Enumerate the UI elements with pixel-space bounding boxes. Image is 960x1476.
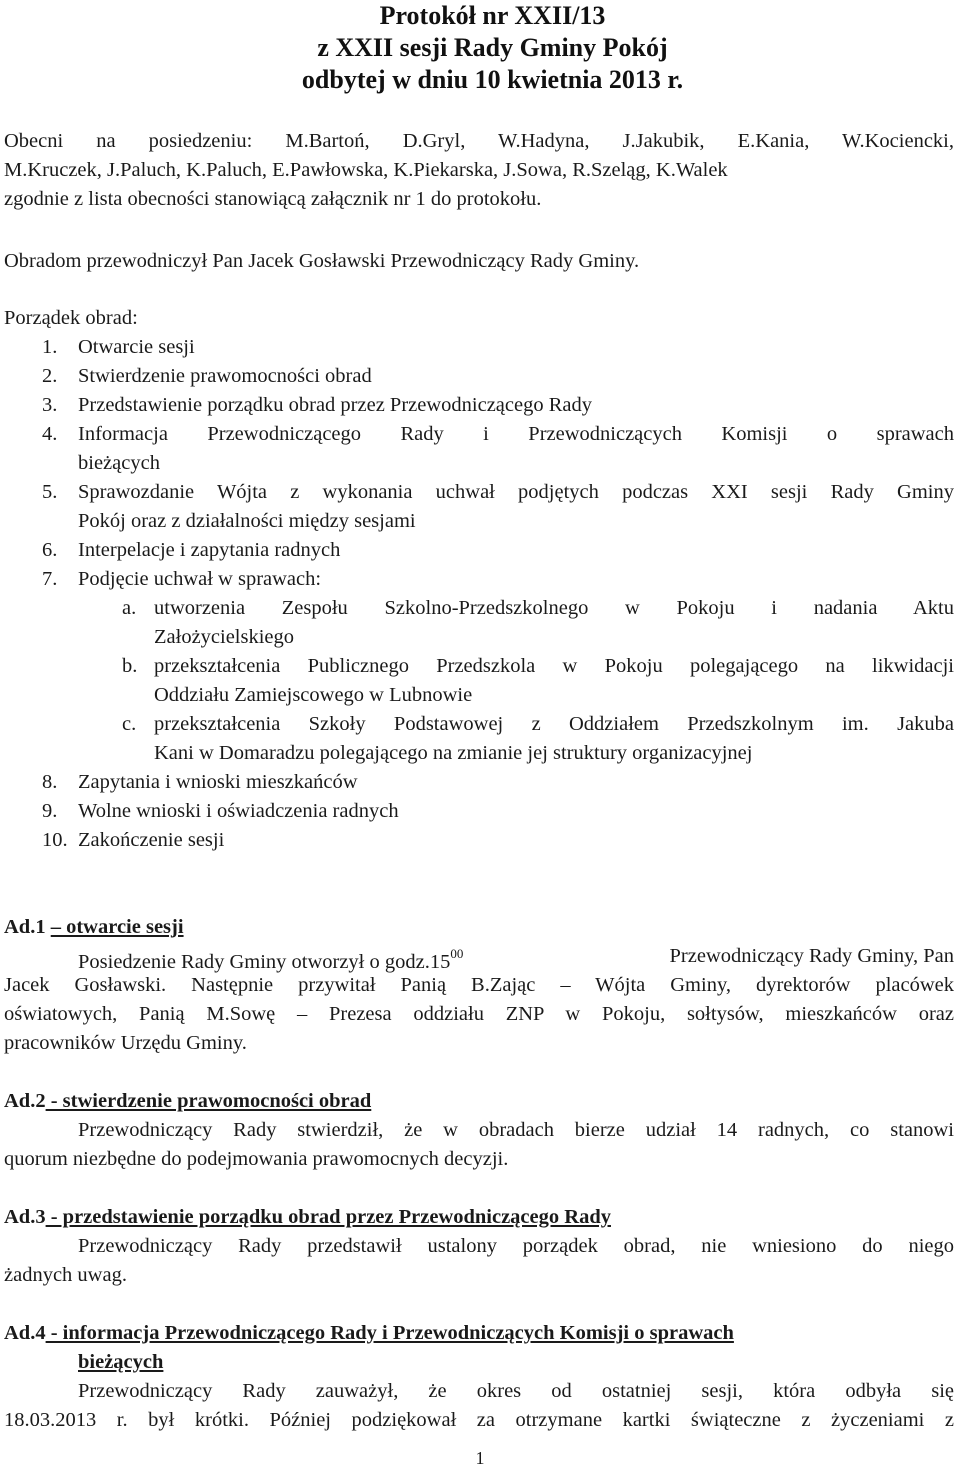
agenda-sub-item: przekształcenia Szkoły Podstawowej z Oddziałem Przedszkolnym im. Jakuba (154, 713, 954, 735)
agenda-item: Wolne wnioski i oświadczenia radnych (78, 800, 399, 822)
agenda-item: Stwierdzenie prawomocności obrad (78, 365, 372, 387)
section-title-continued: bieżących (78, 1351, 164, 1373)
title-line-1: Protokół nr XXII/13 (379, 1, 606, 30)
agenda-item: Zapytania i wnioski mieszkańców (78, 771, 358, 793)
ad3-line-1: Przewodniczący Rady przedstawił ustalony porządek obrad, nie wniesiono do niego (78, 1235, 954, 1257)
ad4-line-2: 18.03.2013 r. był krótki. Później podziękował za otrzymane kartki świąteczne z życzeniami z (4, 1409, 954, 1431)
title-line-2: z XXII sesji Rady Gminy Pokój (317, 33, 668, 62)
ad1-time-superscript: 00 (450, 946, 464, 961)
agenda-sub-item-continued: Założycielskiego (154, 626, 295, 648)
agenda-number: 10. (42, 829, 68, 851)
agenda-item: Informacja Przewodniczącego Rady i Przewodniczących Komisji o sprawach (78, 423, 954, 445)
ad1-line-4: pracowników Urzędu Gminy. (4, 1032, 247, 1054)
agenda-item: Podjęcie uchwał w sprawach: (78, 568, 322, 590)
agenda-number: 2. (42, 365, 58, 387)
agenda-label: Porządek obrad: (4, 307, 138, 329)
agenda-sub-number: a. (122, 597, 137, 619)
ad1-line-1 (78, 943, 954, 975)
section-label: Ad.2 (4, 1090, 46, 1112)
agenda-number: 9. (42, 800, 58, 822)
agenda-sub-item: przekształcenia Publicznego Przedszkola w Pokoju polegającego na likwidacji (154, 655, 954, 677)
ad1-line-1-start (78, 943, 463, 975)
ad1-text-pre: Posiedzenie Rady Gminy otworzył o godz.15 (78, 950, 451, 973)
chair-statement: Obradom przewodniczył Pan Jacek Gosławski Przewodniczący Rady Gminy. (4, 250, 640, 272)
agenda-item: Interpelacje i zapytania radnych (78, 539, 341, 561)
ad1-line-2: Jacek Gosławski. Następnie przywitał Panią B.Zając – Wójta Gminy, dyrektorów placówek (4, 974, 954, 996)
agenda-item-continued: Pokój oraz z działalności między sesjami (78, 510, 416, 532)
agenda-number: 1. (42, 336, 58, 358)
section-title: - informacja Przewodniczącego Rady i Przewodniczących Komisji o sprawach (45, 1322, 734, 1344)
title-line-3: odbytej w dniu 10 kwietnia 2013 r. (301, 65, 684, 94)
ad3-line-2: żadnych uwag. (4, 1264, 127, 1286)
agenda-item: Zakończenie sesji (78, 829, 225, 851)
section-heading-ad3 (4, 1204, 611, 1230)
attendance-line-3: zgodnie z lista obecności stanowiącą załącznik nr 1 do protokołu. (4, 188, 542, 210)
section-heading-ad2 (4, 1088, 371, 1114)
section-heading-ad1 (4, 914, 184, 940)
ad4-line-1: Przewodniczący Rady zauważył, że okres od ostatniej sesji, która odbyła się (78, 1380, 954, 1402)
section-heading-ad4 (4, 1320, 734, 1346)
agenda-sub-item: utworzenia Zespołu Szkolno-Przedszkolnego w Pokoju i nadania Aktu (154, 597, 954, 619)
agenda-item: Przedstawienie porządku obrad przez Przewodniczącego Rady (78, 394, 592, 416)
agenda-number: 4. (42, 423, 58, 445)
agenda-number: 7. (42, 568, 58, 590)
section-label: Ad.4 (4, 1322, 46, 1344)
agenda-sub-number: c. (122, 713, 137, 735)
agenda-number: 5. (42, 481, 58, 503)
agenda-sub-number: b. (122, 655, 138, 677)
ad2-line-1: Przewodniczący Rady stwierdził, że w obradach bierze udział 14 radnych, co stanowi (78, 1119, 954, 1141)
agenda-item: Sprawozdanie Wójta z wykonania uchwał podjętych podczas XXI sesji Rady Gminy (78, 481, 954, 503)
section-title: - stwierdzenie prawomocności obrad (45, 1090, 372, 1112)
agenda-number: 8. (42, 771, 58, 793)
attendance-line-1: Obecni na posiedzeniu: M.Bartoń, D.Gryl, W.Hadyna, J.Jakubik, E.Kania, W.Kociencki, (4, 130, 954, 152)
agenda-number: 3. (42, 394, 58, 416)
agenda-sub-item-continued: Oddziału Zamiejscowego w Lubnowie (154, 684, 473, 706)
section-label: Ad.1 (4, 916, 46, 938)
section-title: – otwarcie sesji (50, 916, 184, 938)
agenda-number: 6. (42, 539, 58, 561)
section-title: - przedstawienie porządku obrad przez Przewodniczącego Rady (45, 1206, 611, 1228)
section-label: Ad.3 (4, 1206, 46, 1228)
agenda-sub-item-continued: Kani w Domaradzu polegającego na zmianie jej struktury organizacyjnej (154, 742, 753, 764)
agenda-item-continued: bieżących (78, 452, 160, 474)
ad1-line-3: oświatowych, Panią M.Sowę – Prezesa oddziału ZNP w Pokoju, sołtysów, mieszkańców oraz (4, 1003, 954, 1025)
page-number: 1 (475, 1448, 485, 1468)
ad2-line-2: quorum niezbędne do podejmowania prawomocnych decyzji. (4, 1148, 509, 1170)
attendance-line-2: M.Kruczek, J.Paluch, K.Paluch, E.Pawłowska, K.Piekarska, J.Sowa, R.Szeląg, K.Walek (4, 159, 728, 181)
ad1-text-post: Przewodniczący Rady Gminy, Pan (669, 945, 954, 967)
agenda-item: Otwarcie sesji (78, 336, 195, 358)
